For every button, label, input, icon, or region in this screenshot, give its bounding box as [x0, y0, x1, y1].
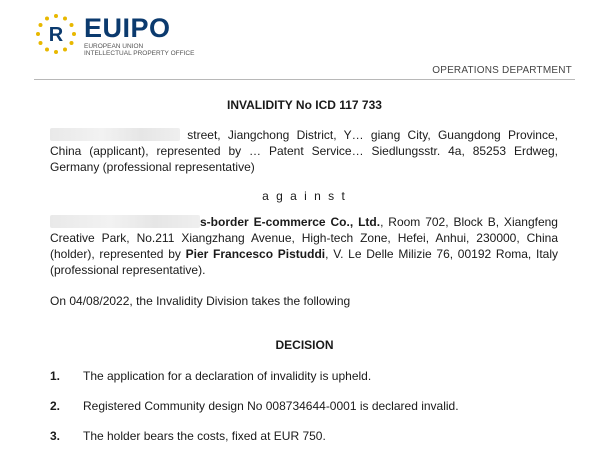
decision-number: 1.: [50, 369, 61, 383]
holder-name: s-border E-commerce Co., Ltd.: [200, 215, 381, 229]
decision-number: 2.: [50, 399, 61, 413]
decision-heading: DECISION: [275, 338, 334, 352]
holder-address: , Room 702, Block B, Xiangfeng Creative Park, No.211 Xiangzhang Avenue, High-tech Zone, Hefei, Anhui, 230000, China (holder), represented by: [50, 215, 558, 261]
euipo-logo: [34, 12, 204, 56]
logo-subtitle-line1: EUROPEAN UNION: [84, 43, 144, 50]
holder-rep-address: , V. Le Delle Milizie 76, 00192 Roma, Italy (professional representative).: [50, 247, 558, 277]
decision-text: The holder bears the costs, fixed at EUR 750.: [83, 429, 326, 443]
decision-text: The application for a declaration of invalidity is upheld.: [83, 369, 372, 383]
redaction-block: [50, 215, 200, 228]
against-separator: a g a i n s t: [262, 189, 347, 203]
decision-text: Registered Community design No 008734644-0001 is declared invalid.: [83, 399, 459, 413]
svg-text:R: R: [48, 24, 64, 46]
header-divider: [34, 79, 575, 80]
decision-number: 3.: [50, 429, 61, 443]
holder-representative: Pier Francesco Pistuddi: [185, 247, 326, 261]
logo-subtitle-line2: INTELLECTUAL PROPERTY OFFICE: [84, 50, 195, 57]
intro-line: On 04/08/2022, the Invalidity Division takes the following: [50, 294, 351, 308]
eu-stars-logo-icon: [34, 12, 78, 56]
department-label: OPERATIONS DEPARTMENT: [432, 65, 572, 76]
document-title: INVALIDITY No ICD 117 733: [227, 98, 382, 112]
logo-subtitle: [84, 43, 194, 57]
applicant-text: street, Jiangchong District, Y… giang City, Guangdong Province, China (applicant), represented by … Patent Service… Siedlungsstr. 4a, 85253 Erdweg, Germany (professional representative): [50, 128, 558, 174]
redaction-block: [50, 128, 180, 141]
logo-wordmark: EUIPO: [84, 13, 171, 43]
applicant-paragraph: [50, 127, 558, 175]
holder-paragraph: [50, 214, 558, 278]
